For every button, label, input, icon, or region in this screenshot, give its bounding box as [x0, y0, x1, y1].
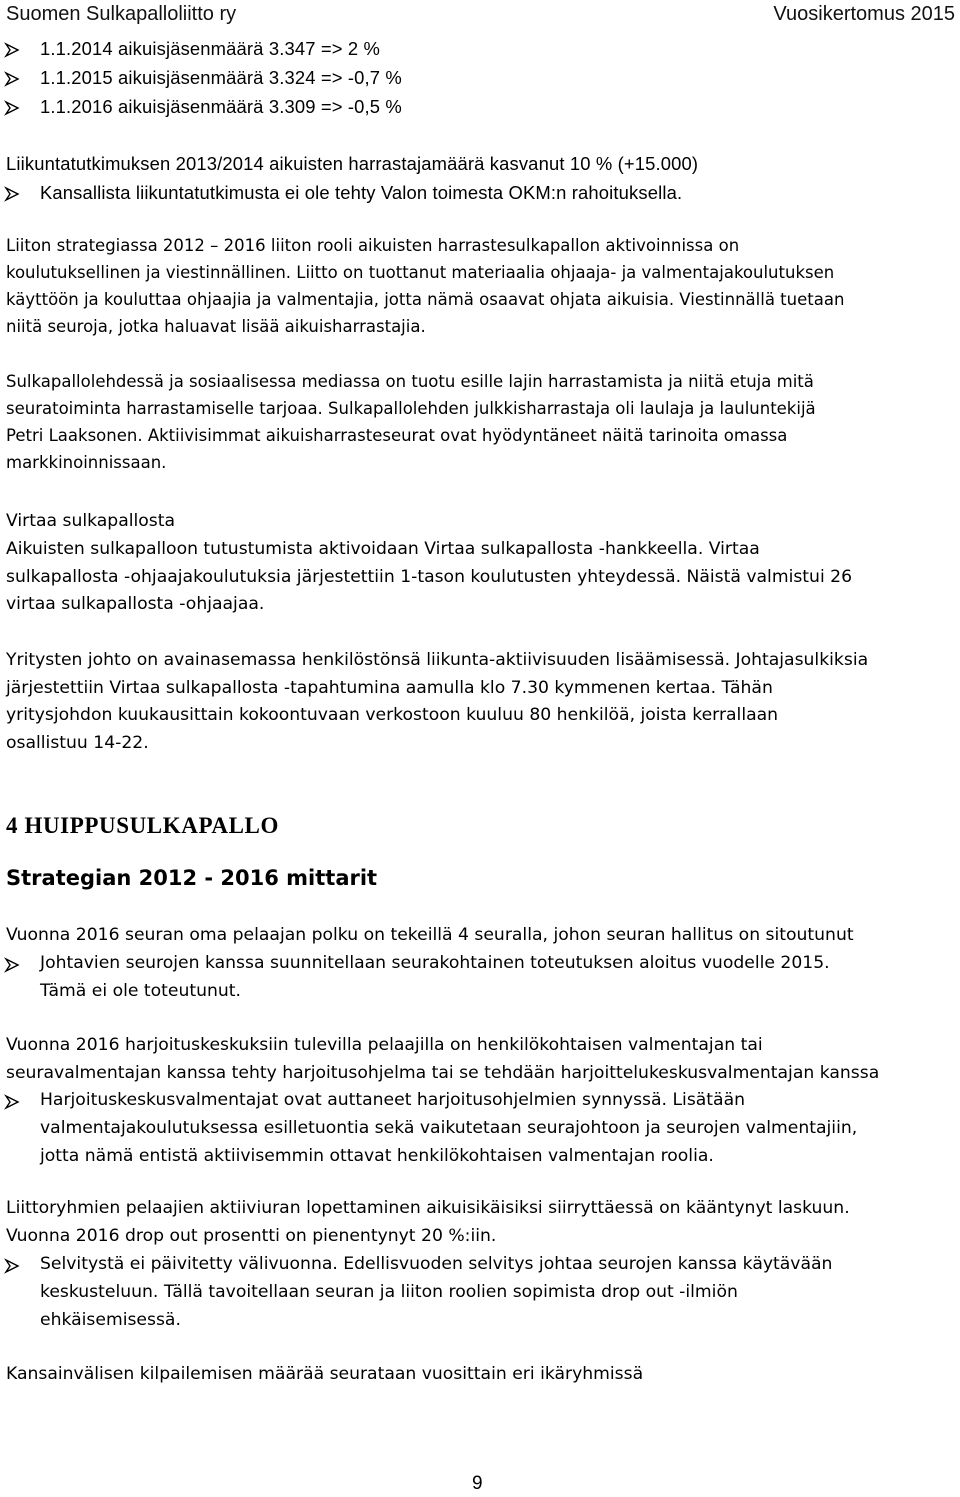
- media-line: Sulkapallolehdessä ja sosiaalisessa mediassa on tuotu esille lajin harrastamista ja niitä etuja mitä: [6, 372, 814, 391]
- companies-line: järjestettiin Virtaa sulkapallosta -tapahtumina aamulla klo 7.30 kymmenen kertaa. Tähän: [6, 678, 773, 698]
- goal-text: Vuonna 2016 seuran oma pelaajan polku on tekeillä 4 seuralla, johon seuran hallitus on sitoutunut: [6, 925, 854, 945]
- virtaa-title: Virtaa sulkapallosta: [6, 511, 176, 531]
- goal-text: seuravalmentajan kanssa tehty harjoitusohjelma tai se tehdään harjoittelukeskusvalmentajan kanssa: [6, 1063, 880, 1083]
- goal-text: Kansainvälisen kilpailemisen määrää seurataan vuosittain eri ikäryhmissä: [6, 1364, 644, 1384]
- strategy-line: niitä seuroja, jotka haluavat lisää aikuisharrastajia.: [6, 317, 426, 336]
- survey-line: Liikuntatutkimuksen 2013/2014 aikuisten harrastajamäärä kasvanut 10 % (+15.000): [6, 153, 699, 174]
- goal-bullet-line: Selvitystä ei päivitetty välivuonna. Edellisvuoden selvitys johtaa seurojen kanssa käytävään: [40, 1254, 833, 1274]
- header-report-title: Vuosikertomus 2015: [773, 3, 955, 25]
- arrowhead-bullet-icon: [4, 1258, 20, 1274]
- strategy-line: Liiton strategiassa 2012 – 2016 liiton rooli aikuisten harrastesulkapallon aktivoinnissa on: [6, 236, 740, 255]
- section-subheading: Strategian 2012 - 2016 mittarit: [6, 866, 378, 890]
- member-count-2016: 1.1.2016 aikuisjäsenmäärä 3.309 => -0,5 %: [40, 96, 402, 117]
- header-org: Suomen Sulkapalloliitto ry: [6, 3, 237, 25]
- goal-text: Vuonna 2016 harjoituskeskuksiin tulevilla pelaajilla on henkilökohtaisen valmentajan tai: [6, 1035, 763, 1055]
- member-count-2015: 1.1.2015 aikuisjäsenmäärä 3.324 => -0,7 %: [40, 67, 402, 88]
- media-line: Petri Laaksonen. Aktiivisimmat aikuisharrasteseurat ovat hyödyntäneet näitä tarinoita omassa: [6, 426, 788, 445]
- virtaa-line: virtaa sulkapallosta -ohjaajaa.: [6, 594, 265, 614]
- arrowhead-bullet-icon: [4, 957, 20, 973]
- goal-bullet-line: jotta nämä entistä aktiivisemmin ottavat henkilökohtaisen valmentajan roolia.: [40, 1146, 714, 1166]
- goal-text: Liittoryhmien pelaajien aktiiviuran lopettaminen aikuisikäisiksi siirryttäessä on kääntynyt laskuun.: [6, 1198, 850, 1218]
- arrowhead-bullet-icon: [4, 71, 20, 87]
- strategy-line: käyttöön ja kouluttaa ohjaajia ja valmentajia, jotta nämä osaavat ohjata aikuisia. Viestinnällä tuetaan: [6, 290, 845, 309]
- arrowhead-bullet-icon: [4, 1094, 20, 1110]
- media-line: markkinoinnissaan.: [6, 453, 167, 472]
- section-heading: 4 HUIPPUSULKAPALLO: [6, 813, 279, 838]
- survey-bullet: Kansallista liikuntatutkimusta ei ole tehty Valon toimesta OKM:n rahoituksella.: [40, 182, 683, 203]
- companies-line: osallistuu 14-22.: [6, 733, 149, 753]
- goal-bullet-line: Harjoituskeskusvalmentajat ovat auttaneet harjoitusohjelmien synnyssä. Lisätään: [40, 1090, 746, 1110]
- goal-text: Vuonna 2016 drop out prosentti on pienentynyt 20 %:iin.: [6, 1226, 497, 1246]
- strategy-line: koulutuksellinen ja viestinnällinen. Liitto on tuottanut materiaalia ohjaaja- ja valmentajakoulutuksen: [6, 263, 835, 282]
- companies-line: Yritysten johto on avainasemassa henkilöstönsä liikunta-aktiivisuuden lisäämisessä. Johtajasulkiksia: [6, 650, 869, 670]
- goal-bullet-line: Johtavien seurojen kanssa suunnitellaan seurakohtainen toteutuksen aloitus vuodelle 2015.: [40, 953, 830, 973]
- goal-bullet-line: Tämä ei ole toteutunut.: [40, 981, 241, 1001]
- goal-bullet-line: valmentajakoulutuksessa esilletuontia sekä vaikutetaan seurajohtoon ja seurojen valmentajiin,: [40, 1118, 858, 1138]
- media-line: seuratoiminta harrastamiselle tarjoaa. Sulkapallolehden julkkisharrastaja oli laulaja ja lauluntekijä: [6, 399, 816, 418]
- arrowhead-bullet-icon: [4, 42, 20, 58]
- virtaa-line: Aikuisten sulkapalloon tutustumista aktivoidaan Virtaa sulkapallosta -hankkeella. Virtaa: [6, 539, 760, 559]
- arrowhead-bullet-icon: [4, 100, 20, 116]
- goal-bullet-line: keskusteluun. Tällä tavoitellaan seuran ja liiton roolien sopimista drop out -ilmiön: [40, 1282, 738, 1302]
- page-number: 9: [472, 1473, 483, 1494]
- goal-bullet-line: ehkäisemisessä.: [40, 1310, 181, 1330]
- member-count-2014: 1.1.2014 aikuisjäsenmäärä 3.347 => 2 %: [40, 38, 381, 59]
- virtaa-line: sulkapallosta -ohjaajakoulutuksia järjestettiin 1-tason koulutusten yhteydessä. Näistä valmistui 26: [6, 567, 853, 587]
- arrowhead-bullet-icon: [4, 186, 20, 202]
- companies-line: yritysjohdon kuukausittain kokoontuvaan verkostoon kuuluu 80 henkilöä, joista kerrallaan: [6, 705, 779, 725]
